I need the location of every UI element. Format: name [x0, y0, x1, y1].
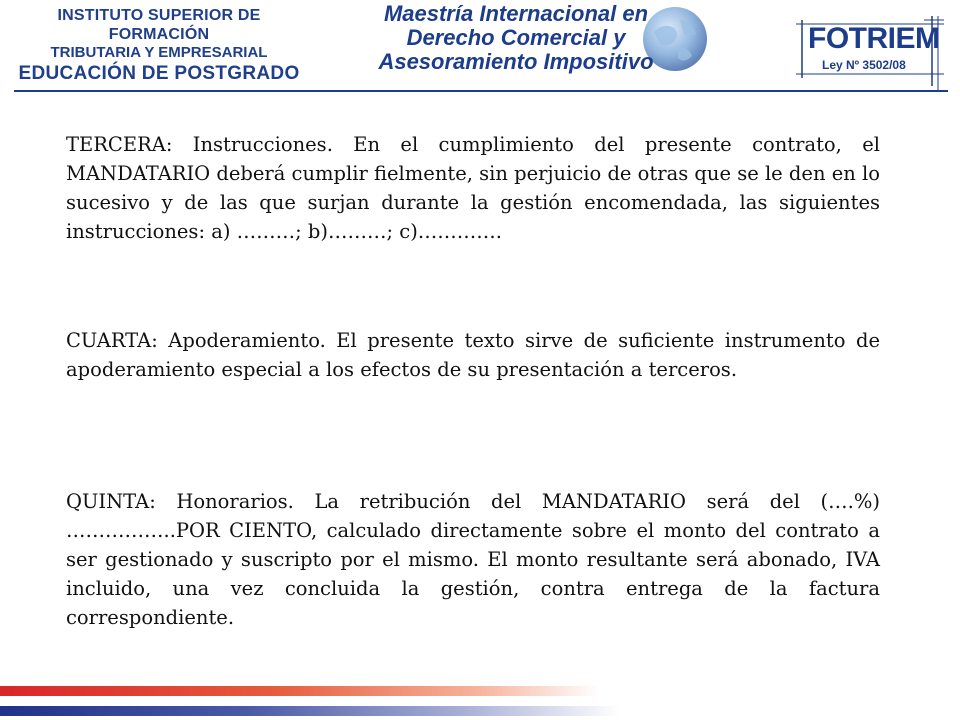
institute-name-line2: TRIBUTARIA Y EMPRESARIAL: [50, 44, 268, 61]
fotriem-title: FOTRIEM: [808, 22, 940, 55]
institute-name-line3: EDUCACIÓN DE POSTGRADO: [18, 63, 300, 84]
program-title-line1: Maestría Internacional en: [383, 1, 649, 26]
institute-name-line1: INSTITUTO SUPERIOR DE FORMACIÓN: [57, 7, 261, 43]
program-title-line3: Asesoramiento Impositivo: [378, 49, 654, 74]
institute-logo-text: [14, 6, 304, 86]
clause-cuarta: CUARTA: Apoderamiento. El presente texto sirve de suficiente instrumento de apoderamiento especial a los efectos de su presentación a terceros.: [66, 329, 880, 381]
clause-tercera: TERCERA: Instrucciones. En el cumplimiento del presente contrato, el MANDATARIO deberá cumplir fielmente, sin perjuicio de otras que se le den en lo sucesivo y de las que surjan durante la gestión encomendada, las siguientes instrucciones: a) ………; b)………; c)………….: [66, 133, 880, 243]
footer-blue-stripe: [0, 706, 620, 716]
footer-red-stripe: [0, 686, 600, 696]
clause-quinta: QUINTA: Honorarios. La retribución del MANDATARIO será del (….%) ……………..POR CIENTO, calculado directamente sobre el monto del contrato a ser gestionado y suscripto por el mismo. El monto resultante será abonado, IVA incluido, una vez concluida la gestión, contra entrega de la factura correspondiente.: [66, 490, 880, 629]
fotriem-subtitle: Ley Nº 3502/08: [822, 58, 906, 72]
fotriem-logo: [796, 16, 946, 80]
slide-header: [0, 0, 960, 100]
header-divider: [14, 90, 948, 92]
program-title: [366, 2, 666, 74]
program-title-line2: Derecho Comercial y: [406, 25, 626, 50]
